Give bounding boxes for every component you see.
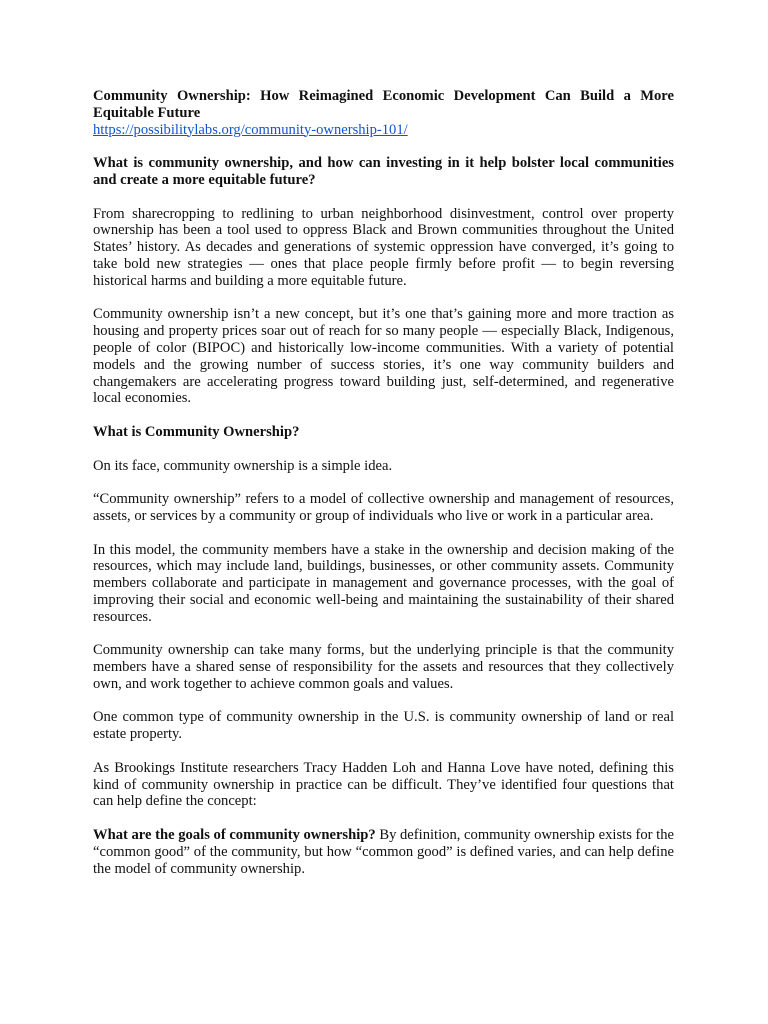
- paragraph-traction: Community ownership isn’t a new concept, but it’s one that’s gaining more and more traction as housing and property prices soar out of reach for so many people — especially Black, Indigenous, people of color (BIPOC) and historically low-income communities. With a variety of potential models and the growing number of success stories, it’s one way community builders and changemakers are accelerating progress toward building just, self-determined, and regenerative local economies.: [93, 306, 674, 407]
- paragraph-forms: Community ownership can take many forms, but the underlying principle is that the community members have a shared sense of responsibility for the assets and resources that they collectively own, and work together to achieve common goals and values.: [93, 642, 674, 692]
- paragraph-simple-idea: On its face, community ownership is a simple idea.: [93, 457, 393, 474]
- goals-text: By definition, community ownership exists for the “common good” of the community, but how “common good” is defined varies, and can help define the model of community ownership.: [93, 827, 675, 877]
- paragraph-model: In this model, the community members have a stake in the ownership and decision making of the resources, which may include land, buildings, businesses, or other community assets. Community members collaborate and participate in management and governance processes, with the goal of improving their social and economic well-being and maintaining the sustainability of their shared resources.: [93, 541, 674, 625]
- goals-question: What are the goals of community ownership?: [93, 827, 376, 844]
- document-page: [93, 88, 674, 894]
- paragraph-goals: [93, 827, 674, 877]
- paragraph-land: One common type of community ownership in the U.S. is community ownership of land or real estate property.: [93, 709, 674, 743]
- document-title: Community Ownership: How Reimagined Economic Development Can Build a More Equitable Future: [93, 88, 674, 121]
- lead-question: What is community ownership, and how can investing in it help bolster local communities and create a more equitable future?: [93, 155, 674, 188]
- paragraph-definition: “Community ownership” refers to a model of collective ownership and management of resources, assets, or services by a community or group of individuals who live or work in a particular area.: [93, 491, 674, 524]
- paragraph-history: From sharecropping to redlining to urban neighborhood disinvestment, control over property ownership has been a tool used to oppress Black and Brown communities throughout the United States’ history. As decades and generations of systemic oppression have converged, it’s going to take bold new strategies — ones that place people firmly before profit — to begin reversing historical harms and building a more equitable future.: [93, 205, 674, 289]
- paragraph-brookings: As Brookings Institute researchers Tracy Hadden Loh and Hanna Love have noted, defining this kind of community ownership in practice can be difficult. They’ve identified four questions that can help define the concept:: [93, 759, 674, 810]
- section-heading: What is Community Ownership?: [93, 423, 300, 440]
- source-link[interactable]: https://possibilitylabs.org/community-ownership-101/: [93, 121, 408, 138]
